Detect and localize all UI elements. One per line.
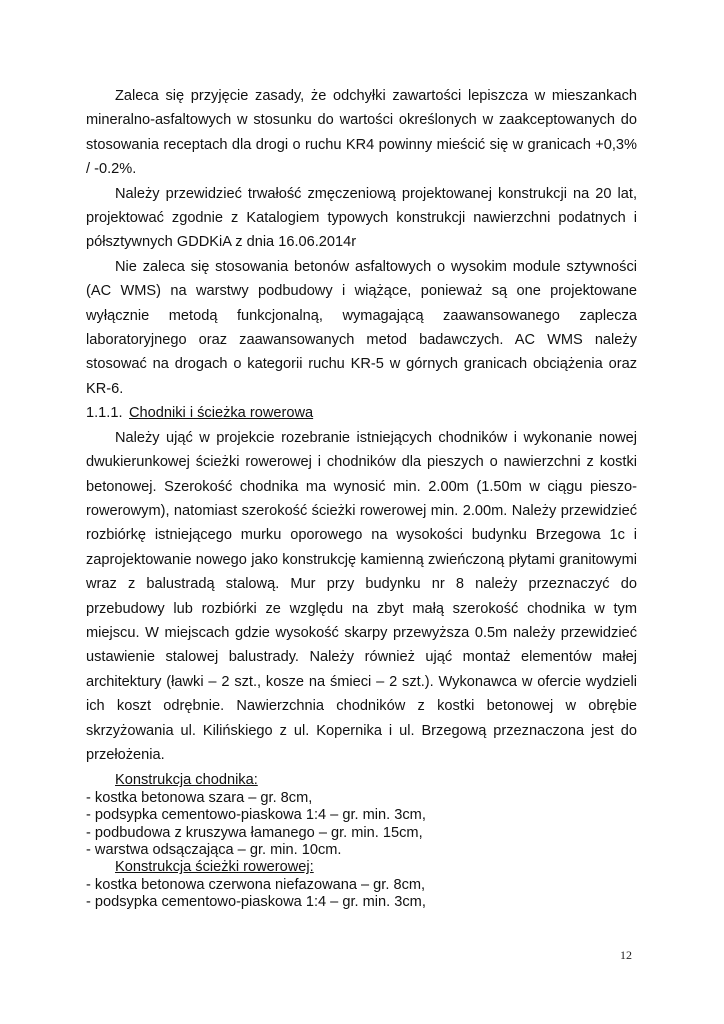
paragraph-fatigue-durability: Należy przewidzieć trwałość zmęczeniową projektowanej konstrukcji na 20 lat, projektować zgodnie z Katalogiem typowych konstrukcji nawierzchni podatnych i półsztywnych GDDKiA z dnia 16.06.2014r [86,185,637,251]
page-content [86,84,637,912]
section-title: Chodniki i ścieżka rowerowa [129,405,314,422]
construction-lists [86,772,637,911]
list-item: - warstwa odsączająca – gr. min. 10cm. [86,842,342,858]
section-number: 1.1.1. [86,405,123,422]
paragraph-binder-tolerance: Zaleca się przyjęcie zasady, że odchyłki zawartości lepiszcza w mieszankach mineralno-asfaltowych w stosunku do wartości określonych w zaakceptowanych do stosowania receptach dla drogi o ruchu KR4 powinny mieścić się w granicach +0,3% / -0.2%. [86,88,637,178]
paragraph-sidewalks: Należy ująć w projekcie rozebranie istniejących chodników i wykonanie nowej dwukierunkowej ścieżki rowerowej i chodników dla pieszych o nawierzchni z kostki betonowej. Szerokość chodnika ma wynosić min. 2.00m (1.50m w ciągu pieszo-rowerowym), natomiast szerokość ścieżki rowerowej min. 2.00m. Należy przewidzieć rozbiórkę istniejącego murku oporowego na wysokości budynku Brzegowa 1c i zaprojektowanie nowego jako konstrukcję kamienną zwieńczoną płytami granitowymi wraz z balustradą stalową. Mur przy budynku nr 8 należy przeznaczyć do przebudowy lub rozbiórki ze względu na zbyt małą szerokość chodnika w tym miejscu. W miejscach gdzie wysokość skarpy przewyższa 0.5m należy przewidzieć ustawienie stalowej balustrady. Należy również ująć montaż elementów małej architektury (ławki – 2 szt., kosze na śmieci – 2 szt.). Wykonawca w ofercie wydzieli ich koszt odrębnie. Nawierzchnia chodników z kostki betonowej w obrębie skrzyżowania ul. Kilińskiego z ul. Kopernika i ul. Brzegową przeznaczona jest do przełożenia. [86,429,637,763]
list-item: - podbudowa z kruszywa łamanego – gr. min. 15cm, [86,824,423,841]
list-item: - podsypka cementowo-piaskowa 1:4 – gr. min. 3cm, [86,807,426,824]
list-item: - kostka betonowa czerwona niefazowana – gr. 8cm, [86,876,426,893]
bike-path-construction-heading: Konstrukcja ścieżki rowerowej: [115,859,314,876]
section-heading [86,401,637,425]
list-item: - kostka betonowa szara – gr. 8cm, [86,789,313,806]
paragraph-ac-wms: Nie zaleca się stosowania betonów asfaltowych o wysokim module sztywności (AC WMS) na warstwy podbudowy i wiążące, ponieważ są one projektowane wyłącznie metodą funkcjonalną, wymagającą zaawansowanego zaplecza laboratoryjnego oraz zaawansowanych metod badawczych. AC WMS należy stosować na drogach o kategorii ruchu KR-5 w górnych granicach obciążenia oraz KR-6. [86,258,637,397]
sidewalk-construction-heading: Konstrukcja chodnika: [115,772,258,789]
list-item: - podsypka cementowo-piaskowa 1:4 – gr. min. 3cm, [86,894,426,911]
page-number: 12 [620,948,632,962]
